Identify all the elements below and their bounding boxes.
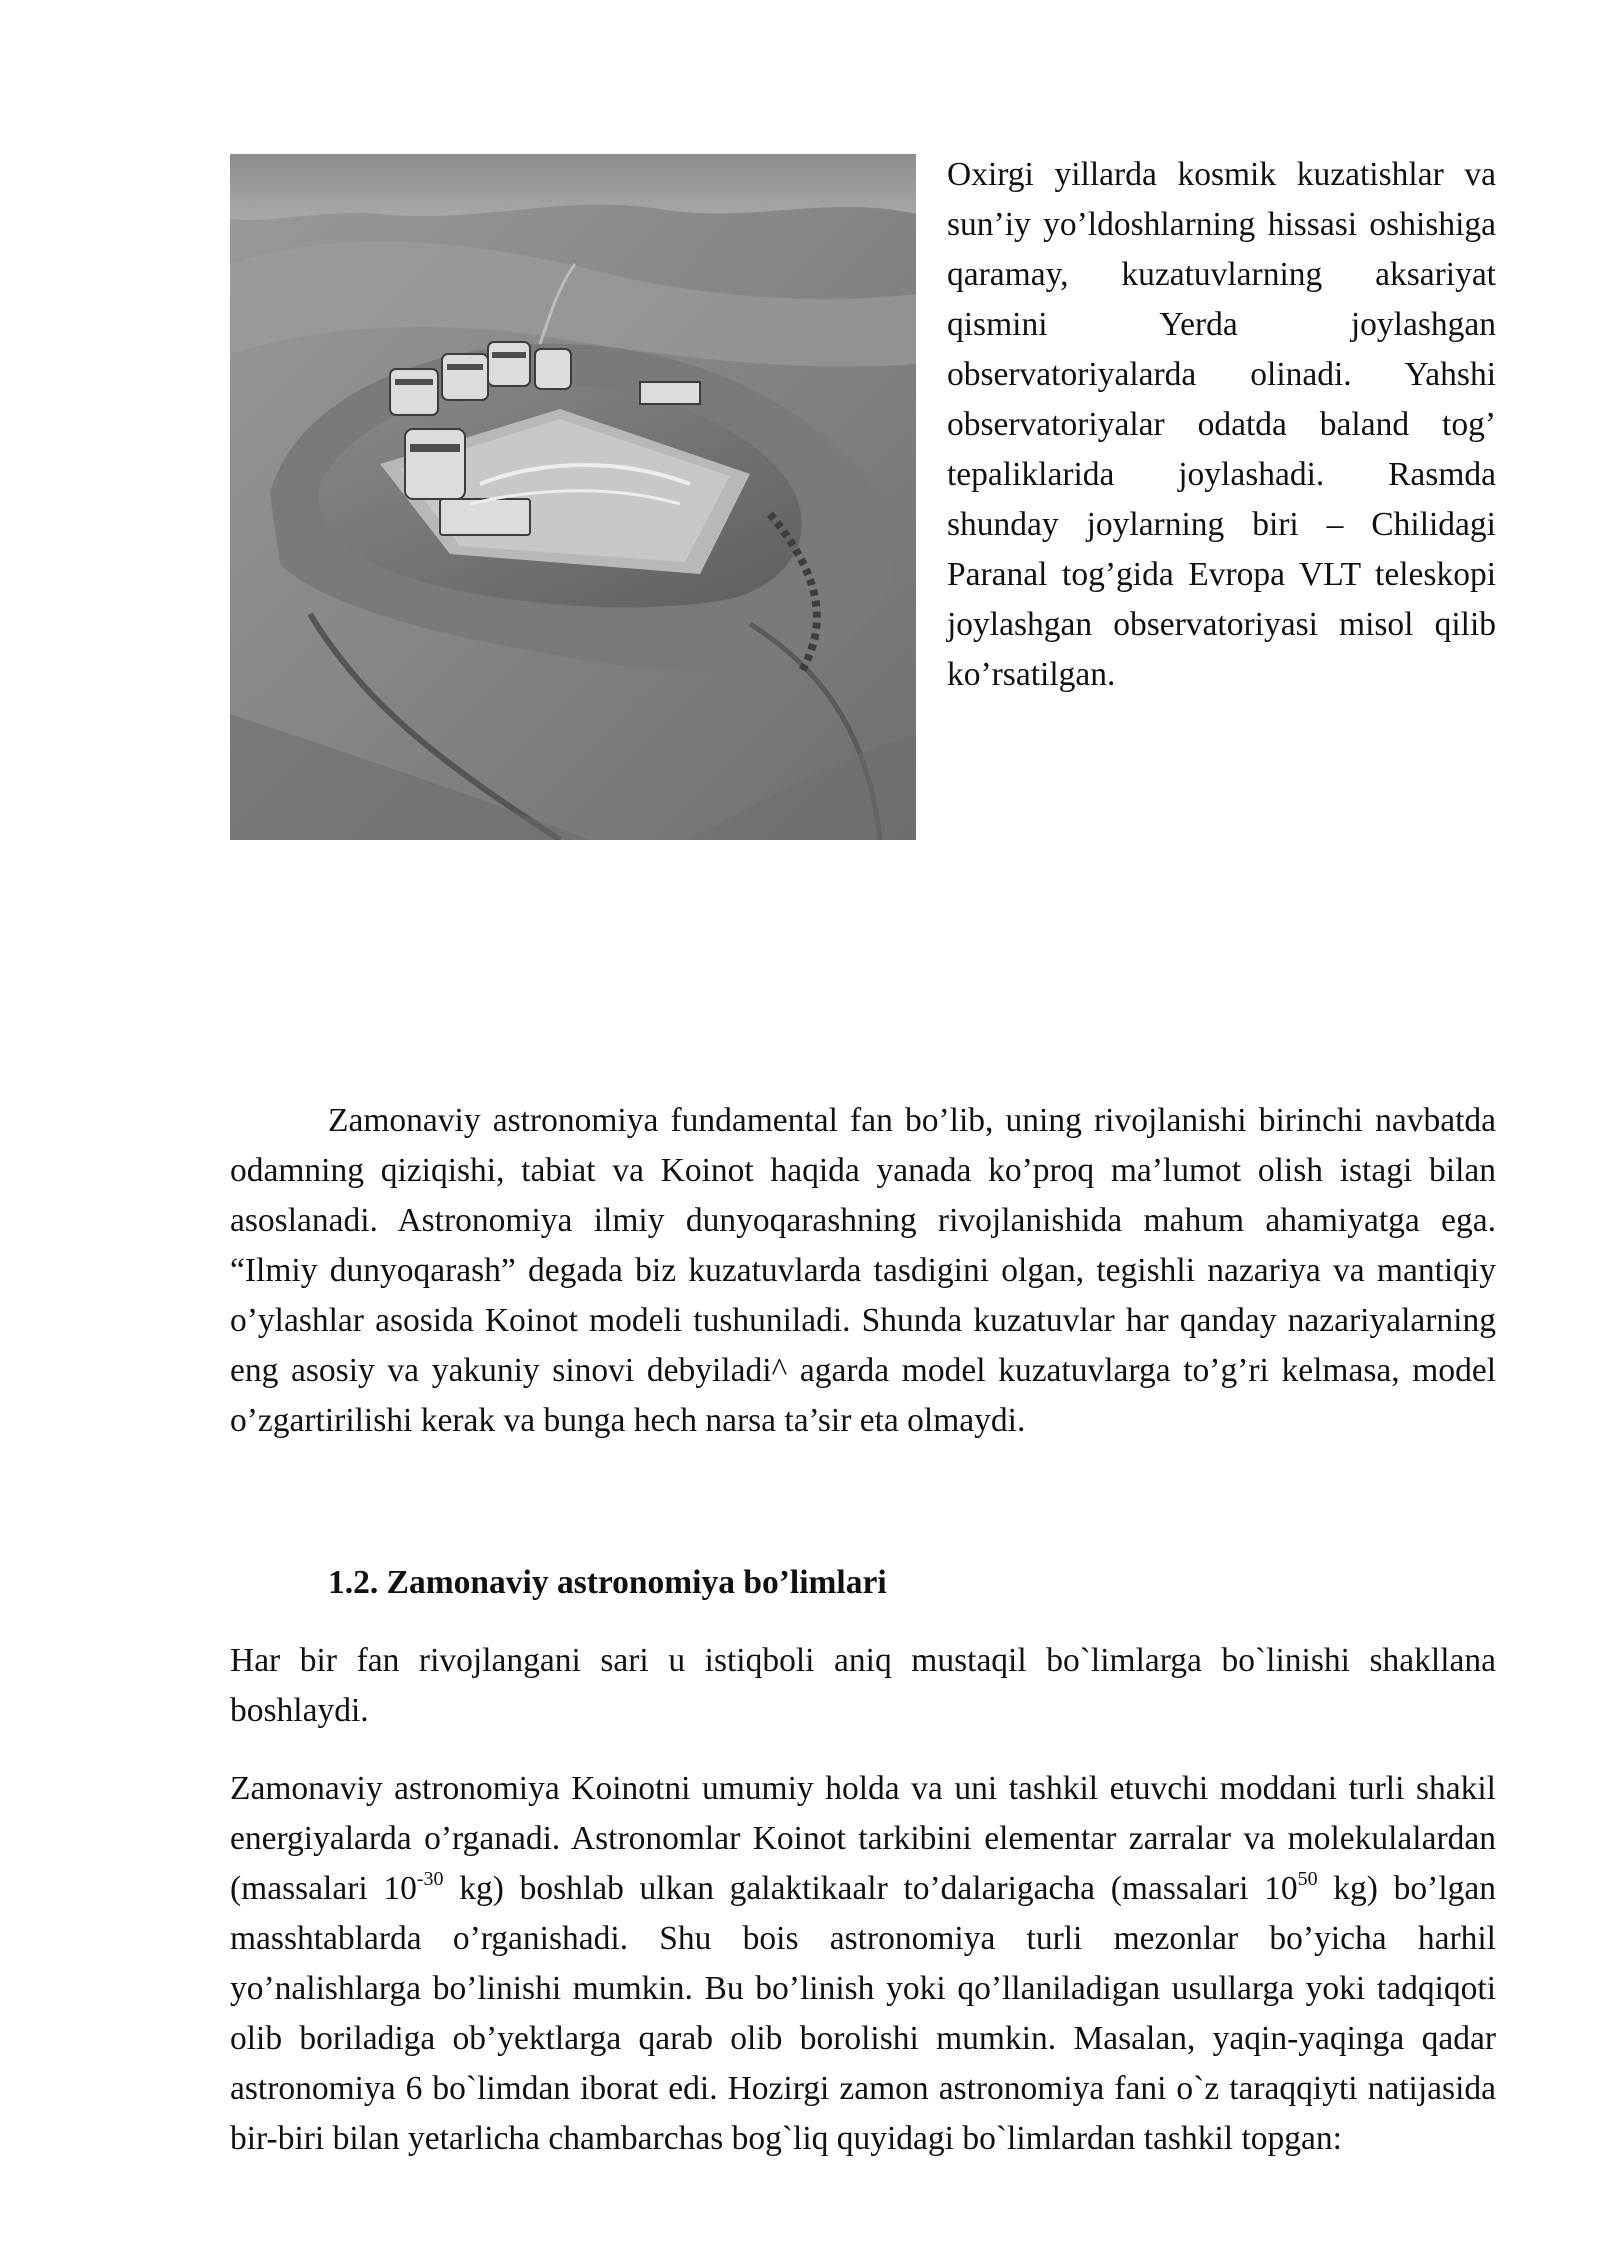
paragraph-science-division: Har bir fan rivojlangani sari u istiqboli aniq mustaqil bo`limlarga bo`linishi shakllana boshlaydi. xyxy=(230,1642,1496,1729)
section-heading: 1.2. Zamonaviy astronomiya bo’limlari xyxy=(328,1564,887,1601)
mass-exponent-small: -30 xyxy=(416,1868,444,1890)
observatory-photo xyxy=(230,154,916,840)
scope-text-part-c: kg) bo’lgan masshtablarda o’rganishadi. Shu bois astronomiya turli mezonlar bo’yicha harhil yo’nalishlarga bo’linishi mumkin. Bu bo’linish yoki qo’llaniladigan usullarga yoki tadqiqoti olib boriladiga ob’yektlarga qarab olib borolishi mumkin. Masalan, yaqin-yaqinga qadar astronomiya 6 bo`limdan iborat edi. Hozirgi zamon astronomiya fani o`z taraqqiyti natijasida bir-biri bilan yetarlicha chambarchas bog`liq quyidagi bo`limlardan tashkil topgan: xyxy=(230,1870,1496,2157)
scope-text-part-a: Zamonaviy astronomiya Koinotni umumiy holda va uni tashkil etuvchi moddani turli shakil energiyalarda o’rganadi. Astronomlar Koinot tarkibini elementar zarralar va molekulalardan (massalari 10 xyxy=(230,1770,1496,1907)
paragraph-astronomy-scope xyxy=(230,1764,1496,2164)
figure-with-caption-block xyxy=(230,150,1496,840)
paragraph-modern-astronomy: Zamonaviy astronomiya fundamental fan bo’lib, uning rivojlanishi birinchi navbatda odamning qiziqishi, tabiat va Koinot haqida yanada ko’proq ma’lumot olish istagi bilan asoslanadi. Astronomiya ilmiy dunyoqarashning rivojlanishida mahum ahamiyatga ega. “Ilmiy dunyoqarash” degada biz kuzatuvlarda tasdigini olgan, tegishli nazariya va mantiqiy o’ylashlar asosida Koinot modeli tushuniladi. Shunda kuzatuvlar har qanday nazariyalarning eng asosiy va yakuniy sinovi debyiladi^ agarda model kuzatuvlarga to’g’ri kelmasa, model o’zgartirilishi kerak va bunga hech narsa ta’sir eta olmaydi. xyxy=(230,1102,1496,1439)
figure-side-paragraph: Oxirgi yillarda kosmik kuzatishlar va sun’iy yo’ldoshlarning hissasi oshishiga qaramay, kuzatuvlarning aksariyat qismini Yerda joylashgan observatoriyalarda olinadi. Yahshi observatoriyalar odatda baland tog’ tepaliklarida joylashadi. Rasmda shunday joylarning biri – Chilidagi Paranal tog’gida Evropa VLT teleskopi joylashgan observatoriyasi misol qilib ko’rsatilgan. xyxy=(947,156,1496,693)
document-page xyxy=(230,150,1496,2164)
scope-text-part-b: kg) boshlab ulkan galaktikaalr to’dalarigacha (massalari 10 xyxy=(443,1870,1298,1907)
mass-exponent-large: 50 xyxy=(1297,1868,1318,1890)
